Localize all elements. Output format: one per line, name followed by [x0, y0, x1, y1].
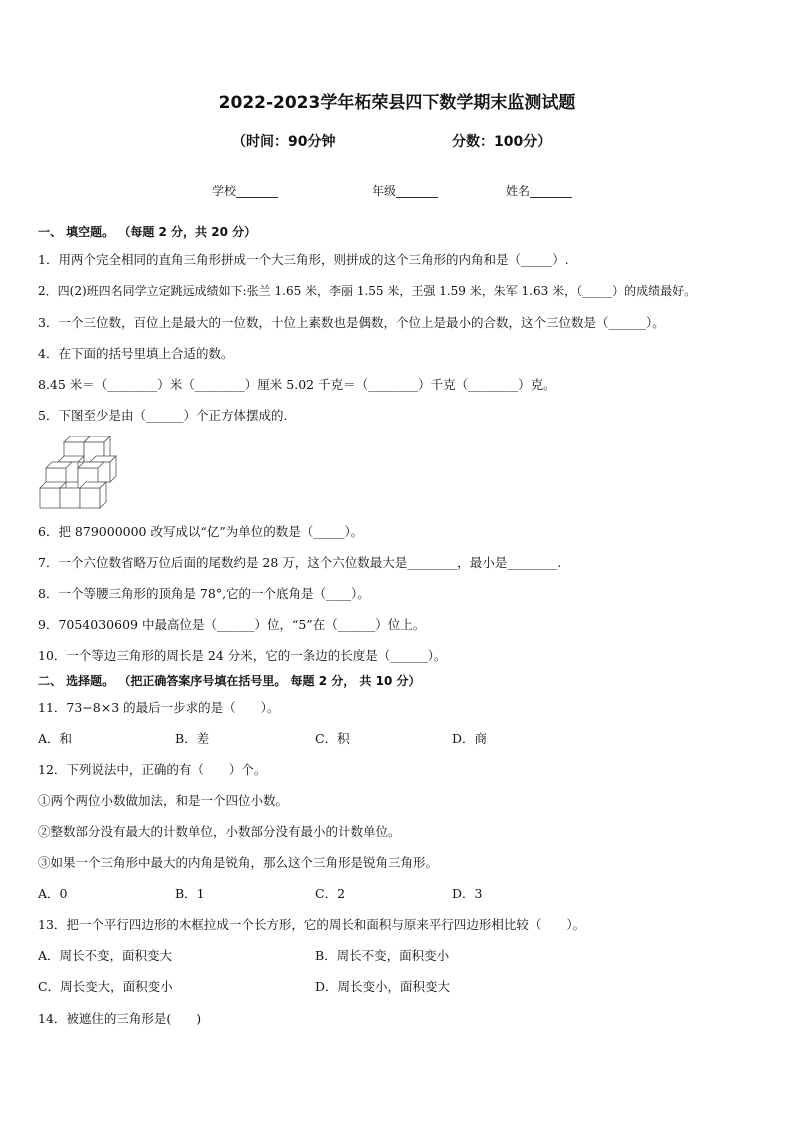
question-10: 10．一个等边三角形的周长是 24 分米，它的一条边的长度是（______）。: [38, 648, 447, 663]
question-13: 13．把一个平行四边形的木框拉成一个长方形，它的周长和面积与原来平行四边形相比较（ ）。: [38, 917, 586, 932]
q12-option-c[interactable]: C．2: [315, 886, 346, 901]
q12-statement-2: ②整数部分没有最大的计数单位，小数部分没有最小的计数单位。: [38, 824, 401, 839]
question-12: 12．下列说法中，正确的有（ ）个。: [38, 762, 267, 777]
section-heading-fill: 一、 填空题。 （每题 2 分，共 20 分）: [38, 225, 257, 239]
q12-option-b[interactable]: B．1: [175, 886, 205, 901]
q12-statement-1: ①两个两位小数做加法，和是一个四位小数。: [38, 793, 289, 808]
q13-option-b[interactable]: B．周长不变，面积变小: [315, 948, 450, 963]
score-label: 分数：100分）: [452, 134, 552, 150]
question-2: 2．四(2)班四名同学立定跳远成绩如下:张兰 1.65 米，李丽 1.55 米，王强 1.59 米，朱军 1.63 米，（_____）的成绩最好。: [38, 284, 697, 298]
q11-option-a[interactable]: A．和: [38, 731, 73, 746]
question-8: 8．一个等腰三角形的顶角是 78°,它的一个底角是（____）。: [38, 586, 370, 601]
q13-option-a[interactable]: A．周长不变，面积变大: [38, 948, 173, 963]
question-14: 14．被遮住的三角形是( ): [38, 1011, 202, 1026]
q13-option-c[interactable]: C．周长变大，面积变小: [38, 979, 173, 994]
q12-option-d[interactable]: D．3: [452, 886, 483, 901]
q12-statement-3: ③如果一个三角形中最大的内角是锐角，那么这个三角形是锐角三角形。: [38, 855, 439, 870]
q11-option-b[interactable]: B．差: [175, 731, 210, 746]
question-11: 11．73−8×3 的最后一步求的是（ ）。: [38, 700, 280, 715]
q13-option-d[interactable]: D．周长变小，面积变大: [315, 979, 451, 994]
question-9: 9．7054030609 中最高位是（______）位，“5”在（______）位上。: [38, 617, 426, 632]
time-label: （时间：90分钟: [232, 134, 336, 150]
question-4-blanks: 8.45 米＝（________）米（________）厘米 5.02 千克＝（________）千克（________）克。: [38, 377, 556, 392]
question-3: 3．一个三位数，百位上是最大的一位数，十位上素数也是偶数，个位上是最小的合数，这个三位数是（______）。: [38, 315, 665, 330]
school-field[interactable]: 学校_______: [212, 184, 279, 198]
question-4: 4．在下面的括号里填上合适的数。: [38, 346, 234, 361]
cube-stack-figure: [38, 436, 118, 510]
q11-option-c[interactable]: C．积: [315, 731, 350, 746]
question-5: 5．下图至少是由（______）个正方体摆成的.: [38, 408, 288, 423]
section-heading-choice: 二、 选择题。 （把正确答案序号填在括号里。 每题 2 分， 共 10 分）: [38, 674, 421, 688]
q12-option-a[interactable]: A．0: [38, 886, 68, 901]
grade-field[interactable]: 年级_______: [372, 184, 439, 198]
question-1: 1．用两个完全相同的直角三角形拼成一个大三角形，则拼成的这个三角形的内角和是（_____）.: [38, 252, 569, 267]
page-title: 2022-2023学年柘荣县四下数学期末监测试题: [218, 93, 576, 113]
question-7: 7．一个六位数省略万位后面的尾数约是 28 万，这个六位数最大是________，最小是________.: [38, 555, 562, 570]
q11-option-d[interactable]: D．商: [452, 731, 488, 746]
name-field[interactable]: 姓名_______: [506, 184, 573, 198]
question-6: 6．把 879000000 改写成以“亿”为单位的数是（_____）。: [38, 524, 364, 539]
